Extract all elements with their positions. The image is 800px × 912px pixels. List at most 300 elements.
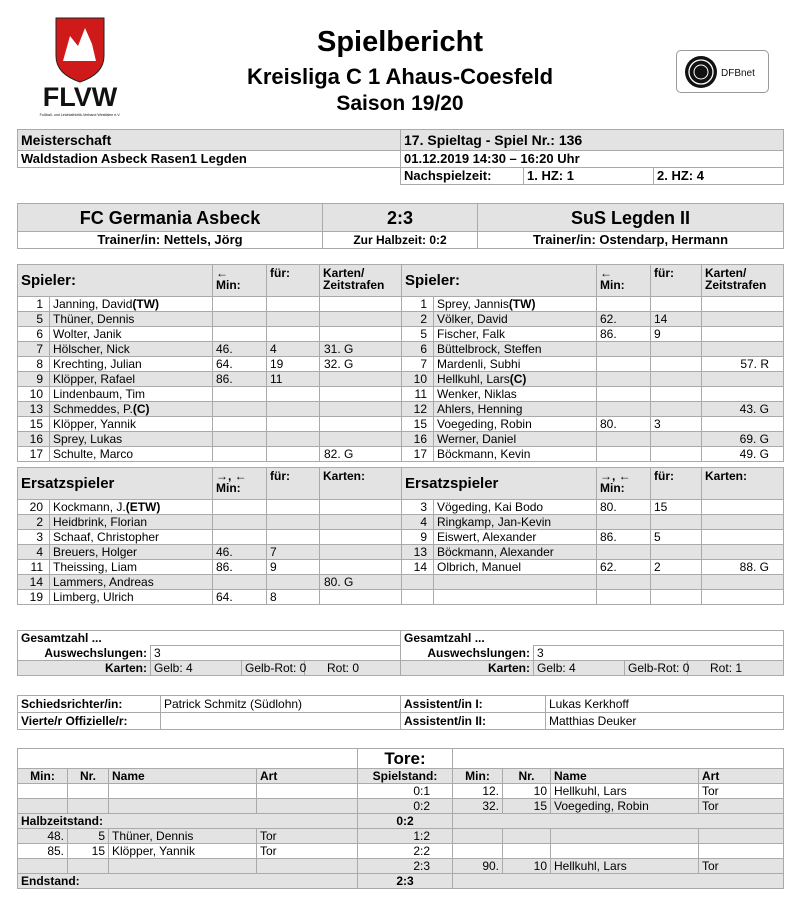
sub-minute: 80. xyxy=(597,417,651,432)
cards-header xyxy=(702,265,784,297)
goal-row xyxy=(18,799,784,814)
goal-running-score: 0:2 xyxy=(358,799,453,814)
home-red-total: Rot: 0 xyxy=(305,661,401,676)
sub-for xyxy=(651,575,702,590)
sub-minute xyxy=(597,447,651,462)
goals-score-head: Spielstand: xyxy=(358,769,453,784)
player-number: 2 xyxy=(18,515,50,530)
goal-away-type xyxy=(699,829,784,844)
player-name xyxy=(50,402,213,417)
player-name xyxy=(434,560,597,575)
player-name xyxy=(50,560,213,575)
sub-minute: 64. xyxy=(213,590,267,605)
away-red-total: Rot: 1 xyxy=(688,661,784,676)
player-name xyxy=(50,372,213,387)
table-row xyxy=(18,530,784,545)
player-table-header xyxy=(18,265,784,297)
player-card xyxy=(702,312,784,327)
player-number: 20 xyxy=(18,500,50,515)
sub-for xyxy=(267,312,320,327)
player-name-text: Heidbrink, Florian xyxy=(53,515,148,529)
extra-time-ht2: 2. HZ: 4 xyxy=(654,168,784,185)
goal-home-number: 5 xyxy=(68,829,109,844)
player-name xyxy=(434,387,597,402)
goal-home-minute xyxy=(18,784,68,799)
player-card xyxy=(320,432,402,447)
player-number: 3 xyxy=(18,530,50,545)
competition: Meisterschaft xyxy=(18,130,401,151)
player-role-tag: (C) xyxy=(509,372,527,386)
sub-minute xyxy=(213,312,267,327)
player-name xyxy=(434,447,597,462)
goal-away-type: Tor xyxy=(699,859,784,874)
goal-away-minute: 12. xyxy=(453,784,503,799)
away-substitutions-label: Auswechslungen: xyxy=(401,646,534,661)
player-name xyxy=(50,575,213,590)
player-number: 11 xyxy=(18,560,50,575)
cards-header xyxy=(320,468,402,500)
sub-minute xyxy=(213,575,267,590)
league-title: Kreisliga C 1 Ahaus-Coesfeld xyxy=(246,64,554,89)
sub-for xyxy=(267,575,320,590)
player-card xyxy=(320,515,402,530)
cards-header xyxy=(320,265,402,297)
player-number: 19 xyxy=(18,590,50,605)
player-name xyxy=(50,432,213,447)
player-name xyxy=(434,417,597,432)
goal-home-type xyxy=(257,784,358,799)
player-number: 10 xyxy=(402,372,434,387)
cards-label: Karten/ xyxy=(705,266,747,280)
match-datetime: 01.12.2019 14:30 – 16:20 Uhr xyxy=(401,151,784,168)
player-number: 8 xyxy=(18,357,50,372)
arrow-icon: ← xyxy=(600,266,612,280)
player-role-tag: (TW) xyxy=(508,297,536,311)
goal-home-number xyxy=(68,799,109,814)
table-row xyxy=(18,372,784,387)
player-card xyxy=(702,545,784,560)
player-card xyxy=(702,575,784,590)
player-card: 49. G xyxy=(702,447,784,462)
sub-minute xyxy=(213,387,267,402)
halftime-score: Zur Halbzeit: 0:2 xyxy=(323,232,478,249)
players-table xyxy=(17,264,784,605)
goal-home-scorer xyxy=(109,859,257,874)
cards-label: Karten/ xyxy=(323,266,365,280)
player-name-text: Ringkamp, Jan-Kevin xyxy=(437,515,552,529)
sub-for xyxy=(267,432,320,447)
player-number: 9 xyxy=(18,372,50,387)
sub-minute: 86. xyxy=(597,327,651,342)
player-name xyxy=(50,590,213,605)
minute-label: Min: xyxy=(600,481,625,495)
sub-for: 19 xyxy=(267,357,320,372)
player-number: 1 xyxy=(402,297,434,312)
player-name xyxy=(434,297,597,312)
goal-away-number xyxy=(503,829,551,844)
goal-row xyxy=(18,814,784,829)
dfbnet-logo xyxy=(676,50,769,93)
sub-minute xyxy=(213,417,267,432)
goals-away-name-head: Name xyxy=(551,769,699,784)
away-yellow-total: Gelb: 4 xyxy=(534,661,625,676)
sub-minute xyxy=(213,530,267,545)
sub-for xyxy=(651,342,702,357)
sub-for xyxy=(651,357,702,372)
table-row xyxy=(18,312,784,327)
table-row xyxy=(18,560,784,575)
assistant2-name: Matthias Deuker xyxy=(546,713,784,730)
dfb-emblem-icon xyxy=(685,56,717,88)
player-name xyxy=(434,575,597,590)
fourth-official-name xyxy=(161,713,401,730)
table-row xyxy=(18,357,784,372)
player-name xyxy=(434,357,597,372)
goals-away-min-head: Min: xyxy=(453,769,503,784)
goal-away-minute: 90. xyxy=(453,859,503,874)
table-row xyxy=(18,432,784,447)
cards-header xyxy=(702,468,784,500)
home-yellow-total: Gelb: 4 xyxy=(151,661,242,676)
home-substitutions-label: Auswechslungen: xyxy=(18,646,151,661)
section-title: Spieler: xyxy=(402,265,597,297)
sub-minute xyxy=(213,327,267,342)
player-name xyxy=(434,515,597,530)
player-name-text: Limberg, Ulrich xyxy=(53,590,134,604)
player-name-text: Böckmann, Kevin xyxy=(437,447,531,461)
venue: Waldstadion Asbeck Rasen1 Legden xyxy=(18,151,401,168)
report-title: Spielbericht xyxy=(317,26,483,58)
final-score-label: Endstand: xyxy=(18,874,358,889)
player-name-text: Mardenli, Subhi xyxy=(437,357,521,371)
assistant2-label: Assistent/in II: xyxy=(401,713,546,730)
player-name-text: Eiswert, Alexander xyxy=(437,530,537,544)
sub-minute xyxy=(213,500,267,515)
halftime-score-value: 0:2 xyxy=(358,814,453,829)
player-name-text: Theissing, Liam xyxy=(53,560,138,574)
sub-for: 4 xyxy=(267,342,320,357)
goal-home-scorer xyxy=(109,799,257,814)
section-title: Ersatzspieler xyxy=(402,468,597,500)
sub-minute xyxy=(597,387,651,402)
player-name xyxy=(434,432,597,447)
sub-for xyxy=(651,402,702,417)
player-number: 2 xyxy=(402,312,434,327)
player-name-text: Werner, Daniel xyxy=(437,432,517,446)
goal-away-scorer: Voegeding, Robin xyxy=(551,799,699,814)
player-name xyxy=(50,545,213,560)
sub-for xyxy=(651,297,702,312)
cards-label: Karten: xyxy=(323,469,366,483)
player-number: 14 xyxy=(18,575,50,590)
player-name xyxy=(50,297,213,312)
sub-minute xyxy=(213,515,267,530)
table-row xyxy=(18,500,784,515)
player-name xyxy=(50,327,213,342)
player-card xyxy=(320,402,402,417)
player-name-text: Schulte, Marco xyxy=(53,447,134,461)
goal-home-type: Tor xyxy=(257,844,358,859)
home-totals-label: Gesamtzahl ... xyxy=(18,631,401,646)
table-row xyxy=(18,327,784,342)
player-card xyxy=(320,297,402,312)
goal-away-number xyxy=(503,844,551,859)
goals-home-name-head: Name xyxy=(109,769,257,784)
goal-away-scorer: Hellkuhl, Lars xyxy=(551,784,699,799)
player-card xyxy=(702,297,784,312)
player-number: 15 xyxy=(18,417,50,432)
sub-minute: 62. xyxy=(597,312,651,327)
goal-away-minute: 32. xyxy=(453,799,503,814)
minute-header xyxy=(213,468,267,500)
player-number: 13 xyxy=(402,545,434,560)
player-name-text: Janning, David xyxy=(53,297,133,311)
goal-away-type: Tor xyxy=(699,799,784,814)
goal-row xyxy=(18,784,784,799)
away-totals-label: Gesamtzahl ... xyxy=(401,631,784,646)
goal-home-number xyxy=(68,784,109,799)
sub-for xyxy=(267,500,320,515)
player-card xyxy=(702,515,784,530)
sub-for xyxy=(267,327,320,342)
sub-minute xyxy=(213,297,267,312)
assistant1-name: Lukas Kerkhoff xyxy=(546,696,784,713)
sub-minute: 62. xyxy=(597,560,651,575)
minute-label: Min: xyxy=(600,278,625,292)
player-name xyxy=(434,327,597,342)
player-name xyxy=(434,312,597,327)
player-card: 31. G xyxy=(320,342,402,357)
goals-away-type-head: Art xyxy=(699,769,784,784)
player-number: 12 xyxy=(402,402,434,417)
sub-for: 11 xyxy=(267,372,320,387)
sub-for xyxy=(267,297,320,312)
for-header: für: xyxy=(651,468,702,500)
goals-home-nr-head: Nr. xyxy=(68,769,109,784)
fourth-official-label: Vierte/r Offizielle/r: xyxy=(18,713,161,730)
home-yellowred-total: Gelb-Rot: 0 xyxy=(242,661,305,676)
player-card: 82. G xyxy=(320,447,402,462)
extra-time-label: Nachspielzeit: xyxy=(401,168,524,185)
assistant1-label: Assistent/in I: xyxy=(401,696,546,713)
away-cards-label: Karten: xyxy=(401,661,534,676)
sub-minute: 86. xyxy=(213,560,267,575)
player-role-tag: (C) xyxy=(132,402,150,416)
player-card xyxy=(702,372,784,387)
sub-minute xyxy=(597,590,651,605)
sub-for xyxy=(651,432,702,447)
player-name-text: Wolter, Janik xyxy=(53,327,122,341)
sub-minute xyxy=(597,372,651,387)
player-name-text: Breuers, Holger xyxy=(53,545,138,559)
final-score-big: 2:3 xyxy=(323,204,478,232)
sub-minute xyxy=(597,402,651,417)
player-number: 11 xyxy=(402,387,434,402)
officials-table xyxy=(17,695,784,730)
goal-home-type: Tor xyxy=(257,829,358,844)
extra-time-ht1: 1. HZ: 1 xyxy=(524,168,654,185)
player-number: 3 xyxy=(402,500,434,515)
player-card xyxy=(320,312,402,327)
player-name xyxy=(50,342,213,357)
goal-running-score: 2:2 xyxy=(358,844,453,859)
goal-away-scorer: Hellkuhl, Lars xyxy=(551,859,699,874)
player-card: 57. R xyxy=(702,357,784,372)
away-substitutions-count: 3 xyxy=(534,646,784,661)
sub-for xyxy=(651,387,702,402)
sub-minute: 80. xyxy=(597,500,651,515)
table-row xyxy=(18,590,784,605)
totals-table xyxy=(17,630,784,676)
sub-for xyxy=(651,545,702,560)
player-name xyxy=(50,417,213,432)
table-row xyxy=(18,387,784,402)
player-name xyxy=(434,500,597,515)
sub-for xyxy=(267,417,320,432)
player-name-text: Lindenbaum, Tim xyxy=(53,387,146,401)
goal-running-score: 1:2 xyxy=(358,829,453,844)
player-name xyxy=(50,447,213,462)
player-table-header xyxy=(18,468,784,500)
player-card: 88. G xyxy=(702,560,784,575)
player-name-text: Vögeding, Kai Bodo xyxy=(437,500,544,514)
sub-minute xyxy=(597,575,651,590)
player-name xyxy=(50,530,213,545)
player-number: 17 xyxy=(18,447,50,462)
season-title: Saison 19/20 xyxy=(336,92,464,115)
player-card xyxy=(320,417,402,432)
player-name-text: Lammers, Andreas xyxy=(53,575,154,589)
player-card xyxy=(320,560,402,575)
goal-home-type xyxy=(257,799,358,814)
player-name xyxy=(434,545,597,560)
goal-running-score: 2:3 xyxy=(358,859,453,874)
player-role-tag: (TW) xyxy=(132,297,160,311)
table-row xyxy=(18,297,784,312)
player-name-text: Schaaf, Christopher xyxy=(53,530,160,544)
player-name xyxy=(50,515,213,530)
player-name xyxy=(434,402,597,417)
sub-minute xyxy=(213,447,267,462)
goal-home-minute xyxy=(18,859,68,874)
goal-home-minute: 85. xyxy=(18,844,68,859)
arrow-icon: →, ← xyxy=(216,469,247,483)
goal-away-type xyxy=(699,844,784,859)
goal-home-scorer: Klöpper, Yannik xyxy=(109,844,257,859)
player-card xyxy=(702,530,784,545)
player-card xyxy=(702,387,784,402)
sub-minute: 64. xyxy=(213,357,267,372)
player-name-text: Ahlers, Henning xyxy=(437,402,523,416)
player-name-text: Wenker, Niklas xyxy=(437,387,517,401)
player-name-text: Völker, David xyxy=(437,312,508,326)
sub-for xyxy=(651,590,702,605)
sub-for: 14 xyxy=(651,312,702,327)
goal-home-minute: 48. xyxy=(18,829,68,844)
player-number: 4 xyxy=(402,515,434,530)
goal-home-scorer xyxy=(109,784,257,799)
table-row xyxy=(18,417,784,432)
for-header: für: xyxy=(267,265,320,297)
home-cards-label: Karten: xyxy=(18,661,151,676)
goal-home-number xyxy=(68,859,109,874)
goals-home-min-head: Min: xyxy=(18,769,68,784)
player-card xyxy=(320,387,402,402)
sub-for xyxy=(651,447,702,462)
sub-minute xyxy=(597,432,651,447)
home-substitutions-count: 3 xyxy=(151,646,401,661)
player-name-text: Olbrich, Manuel xyxy=(437,560,522,574)
goal-row xyxy=(18,829,784,844)
sub-minute: 86. xyxy=(213,372,267,387)
sub-minute xyxy=(597,545,651,560)
sub-minute xyxy=(597,342,651,357)
home-team: FC Germania Asbeck xyxy=(18,204,323,232)
table-row xyxy=(18,342,784,357)
player-number: 7 xyxy=(18,342,50,357)
section-title: Ersatzspieler xyxy=(18,468,213,500)
cards-label: Karten: xyxy=(705,469,748,483)
player-card xyxy=(320,372,402,387)
player-name-text: Klöpper, Rafael xyxy=(53,372,136,386)
player-name xyxy=(434,590,597,605)
player-number: 9 xyxy=(402,530,434,545)
arrow-icon: ← xyxy=(216,266,228,280)
goal-away-scorer xyxy=(551,829,699,844)
player-number xyxy=(402,590,434,605)
goal-away-number: 15 xyxy=(503,799,551,814)
player-card xyxy=(320,500,402,515)
sub-for: 9 xyxy=(651,327,702,342)
player-card xyxy=(320,530,402,545)
goals-home-type-head: Art xyxy=(257,769,358,784)
goals-title: Tore: xyxy=(358,749,453,769)
dfbnet-label: DFBnet xyxy=(721,68,755,79)
goal-away-number: 10 xyxy=(503,784,551,799)
player-number: 7 xyxy=(402,357,434,372)
sub-for xyxy=(651,515,702,530)
matchday: 17. Spieltag - Spiel Nr.: 136 xyxy=(401,130,784,151)
player-name-text: Hölscher, Nick xyxy=(53,342,130,356)
goal-away-minute xyxy=(453,829,503,844)
match-info-table xyxy=(17,129,784,185)
player-number: 16 xyxy=(18,432,50,447)
table-row xyxy=(18,575,784,590)
table-row xyxy=(18,515,784,530)
player-number: 6 xyxy=(18,327,50,342)
goals-away-nr-head: Nr. xyxy=(503,769,551,784)
player-card xyxy=(702,327,784,342)
goal-home-type xyxy=(257,859,358,874)
player-name-text: Schmeddes, P. xyxy=(53,402,133,416)
player-card: 43. G xyxy=(702,402,784,417)
teams-table xyxy=(17,203,784,249)
minute-header xyxy=(597,265,651,297)
player-name xyxy=(50,357,213,372)
player-name-text: Büttelbrock, Steffen xyxy=(437,342,542,356)
goal-away-minute xyxy=(453,844,503,859)
player-name xyxy=(434,530,597,545)
player-number: 10 xyxy=(18,387,50,402)
penalties-label: Zeitstrafen xyxy=(705,278,767,292)
table-row xyxy=(18,402,784,417)
sub-minute: 46. xyxy=(213,342,267,357)
sub-minute: 46. xyxy=(213,545,267,560)
minute-label: Min: xyxy=(216,278,241,292)
logo-subtitle: Fußball- und Leichtathletik-Verband Westfalen e.V. xyxy=(39,113,121,117)
referee-name: Patrick Schmitz (Südlohn) xyxy=(161,696,401,713)
sub-for xyxy=(651,372,702,387)
